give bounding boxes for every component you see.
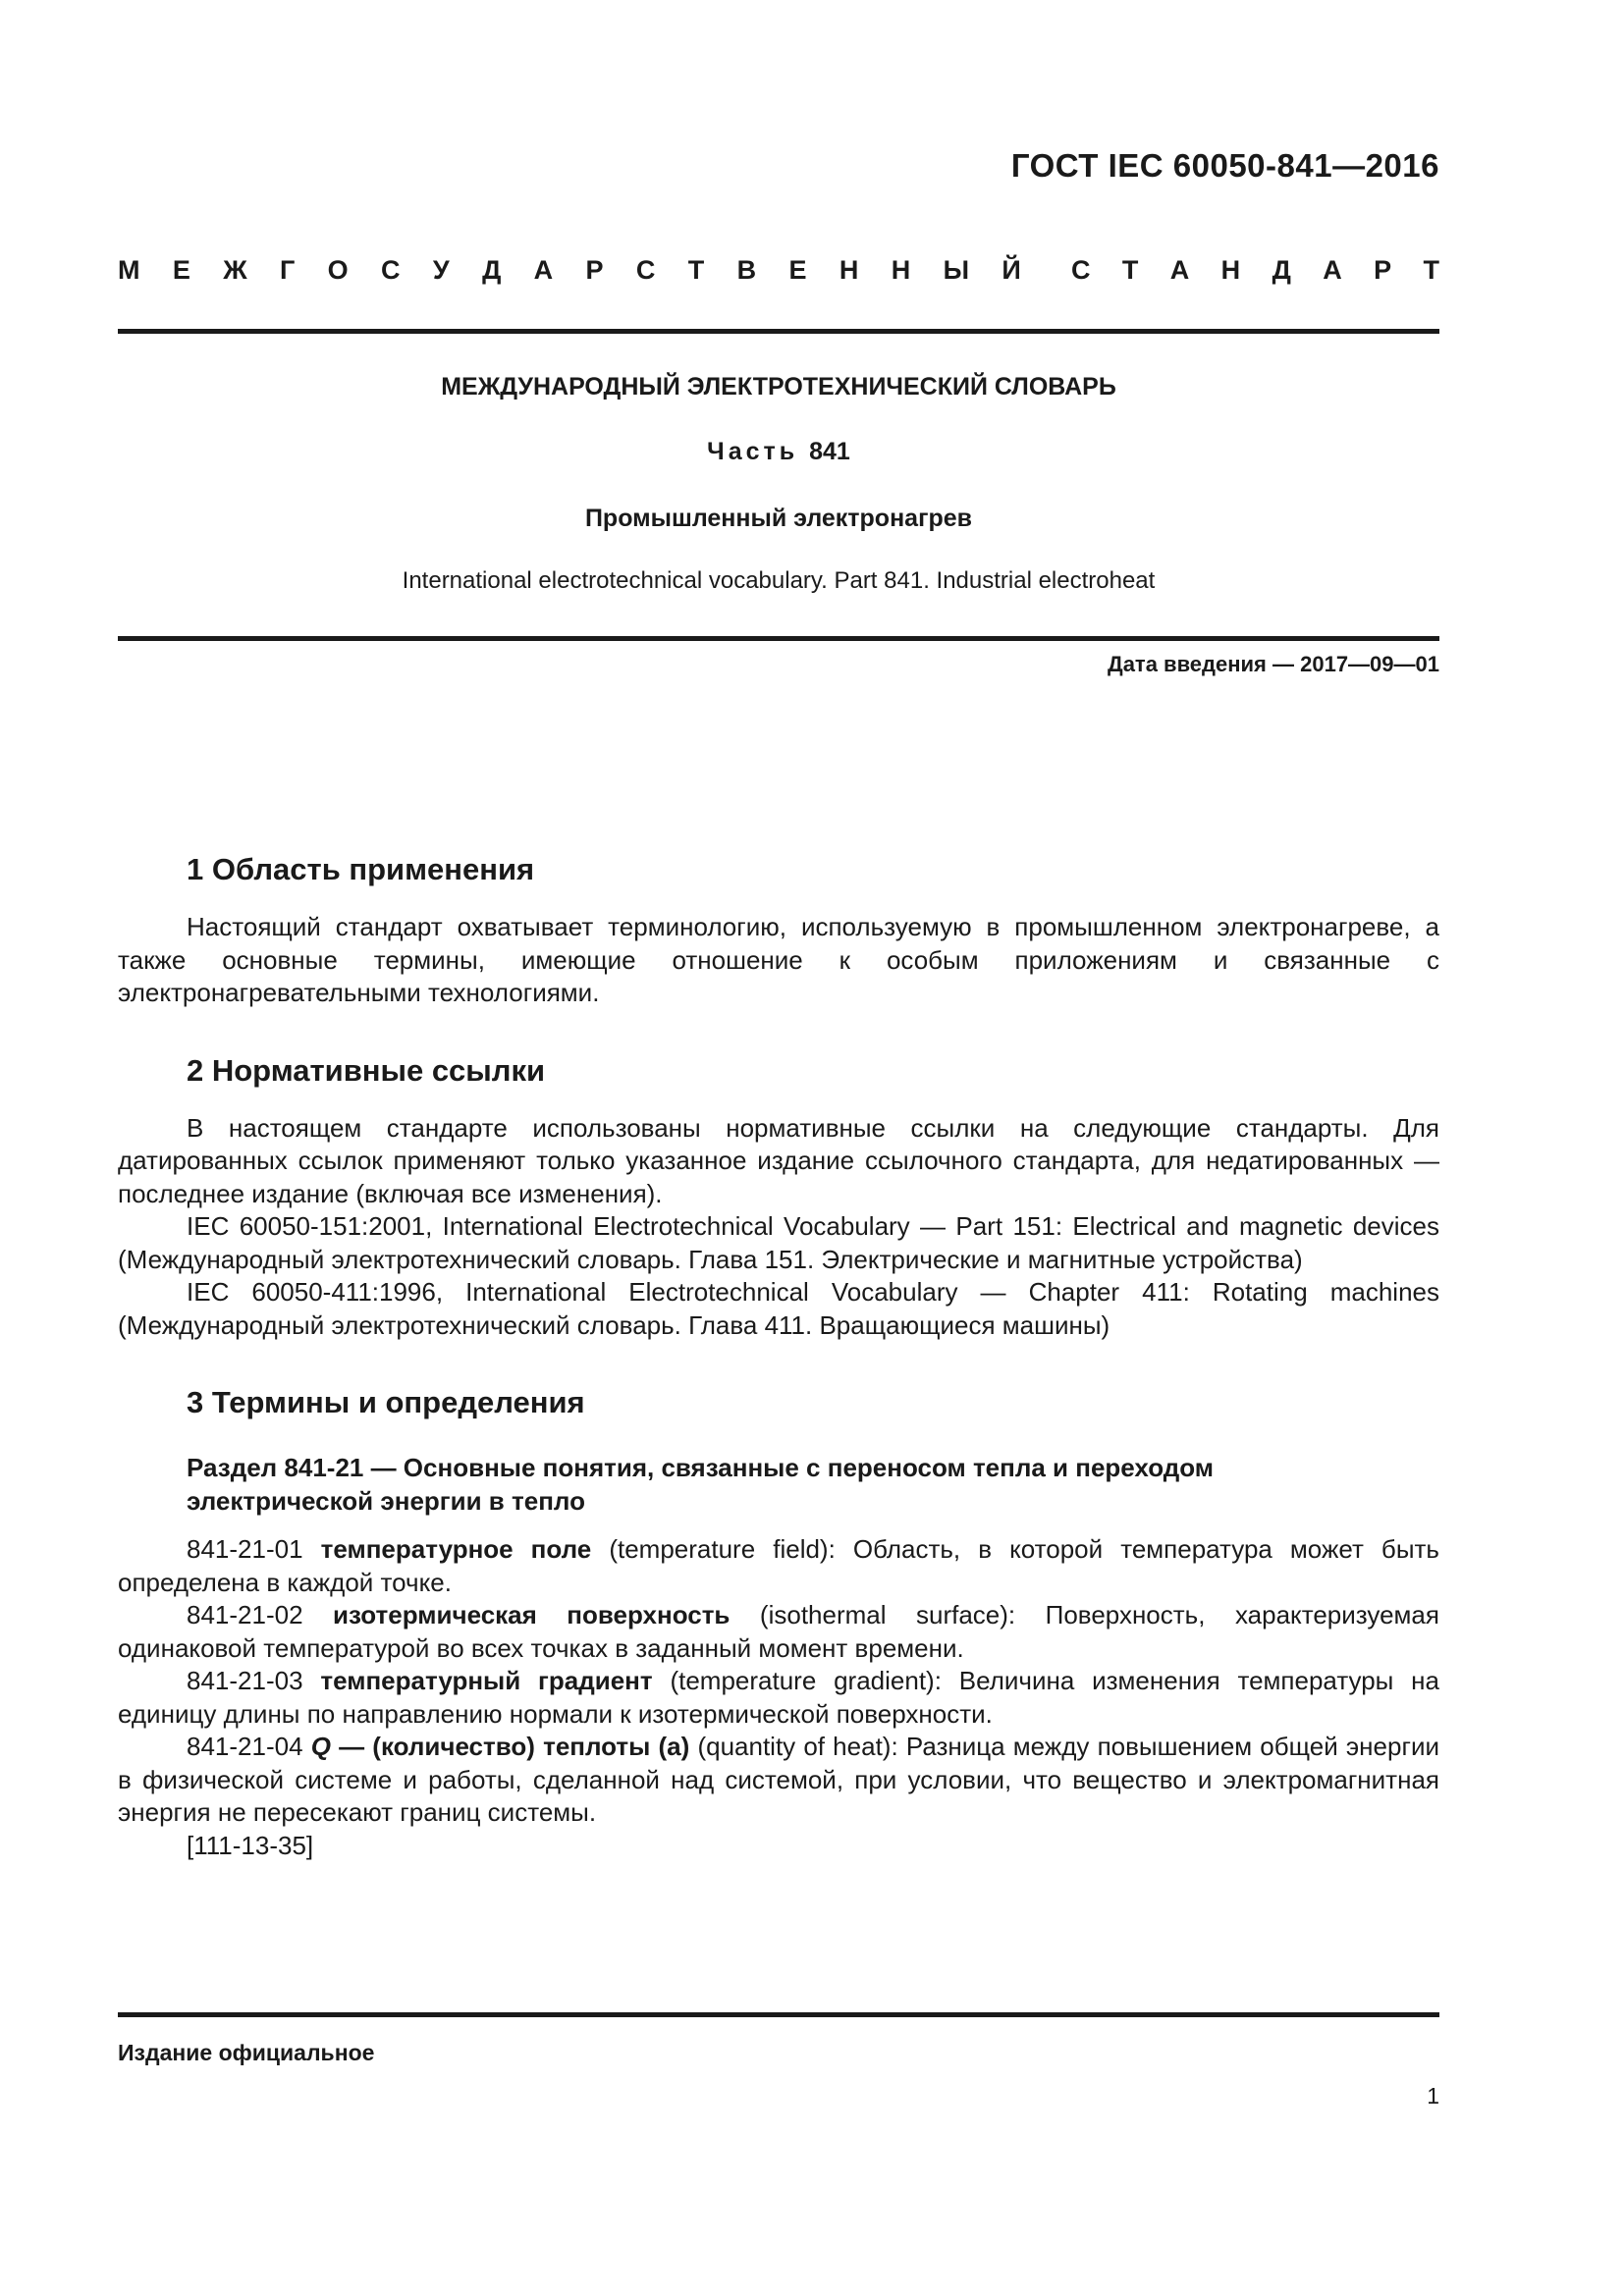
section-2-heading: 2 Нормативные ссылки [187,1052,546,1088]
term-entry [118,1533,1439,1599]
document-page [118,0,1439,2296]
term-code: 841-21-02 [187,1600,303,1629]
term-english: (temperature gradient): [670,1666,942,1695]
term-english: (quantity of heat): [697,1732,898,1761]
reference-iec-60050-411: IEC 60050-411:1996, International Electrotechnical Vocabulary — Chapter 411: Rotating machines (Международный электротехнический словарь. Глава 411. Вращающиеся машины) [118,1277,1439,1340]
section-1-paragraph: Настоящий стандарт охватывает терминологию, используемую в промышленном электронагреве, а также основные термины, имеющие отношение к особым приложениям и связанные с электронагревательными технологиями. [118,912,1439,1007]
page-number: 1 [1427,2083,1439,2109]
document-body [118,850,1439,1862]
term-code: 841-21-04 [187,1732,303,1761]
document-subtitle: Промышленный электронагрев [584,505,973,532]
part-number: 841 [809,438,850,465]
introduction-date: Дата введения — 2017—09—01 [1108,652,1439,676]
term-entry [118,1599,1439,1665]
standard-kind-word-1: М Е Ж Г О С У Д А Р С Т В Е Н Н Ы Й [118,255,1021,285]
header-divider [118,329,1439,334]
reference-iec-60050-151: IEC 60050-151:2001, International Electrotechnical Vocabulary — Part 151: Electrical and magnetic devices (Международный электротехнический словарь. Глава 151. Электрические и магнитные устройства) [118,1211,1439,1274]
term-name: температурный градиент [320,1666,653,1695]
term-english: (isothermal surface): [759,1600,1016,1629]
term-source-reference: [111-13-35] [187,1830,314,1860]
term-definition: Поверхность, характеризуемая одинаковой температурой во всех точках в заданный момент времени. [118,1600,1439,1663]
section-2-paragraph: В настоящем стандарте использованы нормативные ссылки на следующие стандарты. Для датированных ссылок применяют только указанное издание ссылочного стандарта, для недатированных — последнее издание (включая все изменения). [118,1112,1439,1208]
section-1-heading: 1 Область применения [187,852,535,886]
term-english: (temperature field): [609,1534,836,1564]
standard-kind-line [118,255,1439,286]
term-entry [118,1731,1439,1830]
term-definition: Разница между повышением общей энергии в физической системе и работы, сделанной над системой, при условии, что вещество и электромагнитная энергия не пересекают границ системы. [118,1732,1439,1827]
title-divider [118,636,1439,641]
section-3-heading: 3 Термины и определения [187,1385,585,1419]
term-name: температурное поле [320,1534,592,1564]
term-symbol: Q [310,1732,331,1761]
document-title: МЕЖДУНАРОДНЫЙ ЭЛЕКТРОТЕХНИЧЕСКИЙ СЛОВАРЬ [441,373,1116,400]
term-name: изотермическая поверхность [333,1600,731,1629]
document-title-english: International electrotechnical vocabulary. Part 841. Industrial electroheat [402,567,1156,594]
subsection-heading: Раздел 841-21 — Основные понятия, связанные с переносом тепла и переходом электрической энергии в тепло [187,1453,1215,1516]
standard-kind-word-2: С Т А Н Д А Р Т [1071,255,1439,285]
part-word: Часть [707,438,799,465]
term-definition: Величина изменения температуры на единицу длины по направлению нормали к изотермической поверхности. [118,1666,1440,1729]
footer-divider [118,2012,1439,2017]
term-code: 841-21-01 [187,1534,303,1564]
term-code: 841-21-03 [187,1666,303,1695]
document-part [118,438,1439,466]
document-code: ГОСТ IEC 60050-841—2016 [1010,147,1439,184]
term-entry [118,1665,1439,1731]
term-name: Q — (количество) теплоты (a) [310,1732,690,1761]
term-definition: Область, в которой температура может быть определена в каждой точке. [118,1534,1439,1597]
edition-note: Издание официальное [118,2040,375,2065]
